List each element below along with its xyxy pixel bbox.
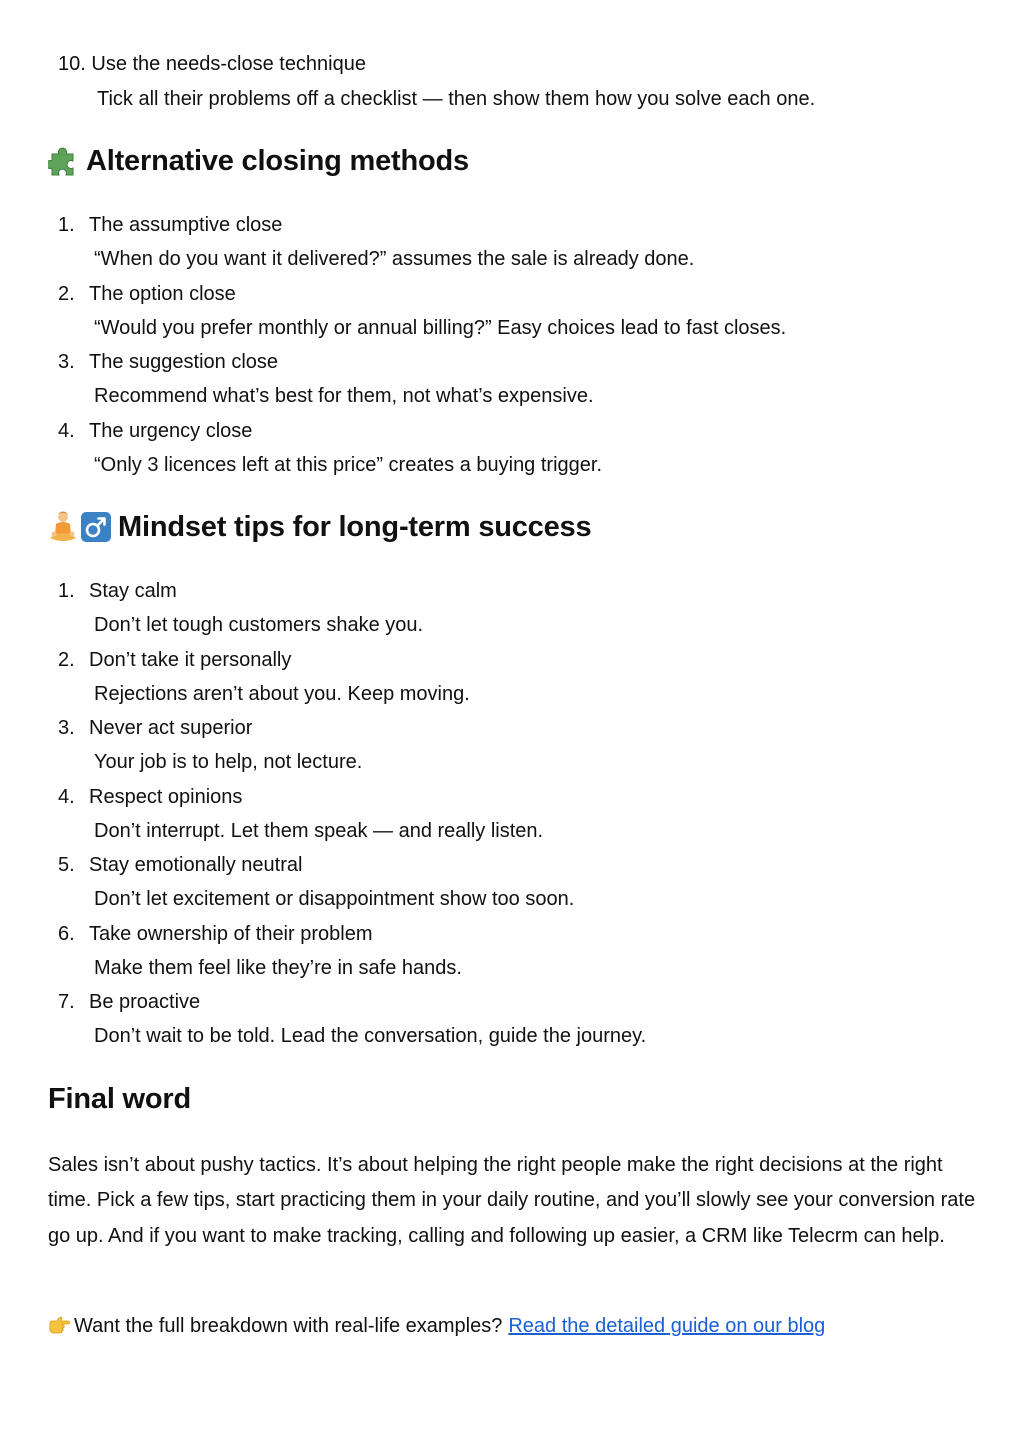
list-item-number: 6. [58, 922, 75, 945]
list-item-title: Never act superior [89, 717, 253, 739]
list-item-title: The urgency close [89, 419, 253, 442]
list-item [48, 716, 978, 785]
list-item-description: “Would you prefer monthly or annual billing?” Easy choices lead to fast closes. [94, 316, 787, 339]
list-item-title: Take ownership of their problem [89, 922, 373, 945]
call-to-action [48, 1312, 825, 1340]
meditating-person-icon [48, 510, 78, 544]
list-item [48, 282, 978, 351]
list-item-description: Recommend what’s best for them, not what’s expensive. [94, 385, 594, 407]
list-item-number: 1. [58, 580, 75, 602]
final-paragraph: Sales isn’t about pushy tactics. It’s about helping the right people make the right decisions at the right time. Pick a few tips, start practicing them in your daily routine, and you’ll slowly see your conversion rate go up. And if you want to make tracking, calling and following up easier, a CRM like Telecrm can help. [48, 1154, 976, 1247]
list-item-number: 2. [58, 282, 75, 305]
list-item-description: Don’t wait to be told. Lead the conversation, guide the journey. [94, 1025, 647, 1047]
list-item-title: The option close [89, 282, 236, 305]
list-item-number: 3. [58, 717, 75, 739]
list-item-number: 1. [58, 214, 75, 236]
list-item [48, 213, 978, 282]
mindset-tips-list [48, 579, 978, 1059]
list-item-title: The suggestion close [89, 351, 279, 373]
section-heading-text: Final word [48, 1083, 192, 1115]
puzzle-piece-icon [48, 145, 80, 177]
list-item [48, 922, 978, 991]
list-item-number: 7. [58, 991, 75, 1013]
list-item-number: 10. Use the needs-close technique [58, 53, 366, 75]
list-item [48, 990, 978, 1059]
cta-text: Want the full breakdown with real-life examples? [74, 1315, 503, 1337]
list-item-description: “When do you want it delivered?” assumes the sale is already done. [94, 248, 695, 270]
blog-guide-link[interactable]: Read the detailed guide on our blog [508, 1315, 826, 1337]
list-item-title: The assumptive close [89, 214, 283, 236]
section-heading-text: Mindset tips for long-term success [118, 511, 592, 543]
list-item-title: Respect opinions [89, 785, 243, 808]
list-item-description: Your job is to help, not lecture. [94, 751, 363, 773]
list-item-number: 4. [58, 785, 75, 808]
list-item-number: 5. [58, 854, 75, 876]
list-item [48, 419, 978, 488]
section-heading-final-word [48, 1081, 191, 1117]
list-item [48, 350, 978, 419]
list-item-number: 2. [58, 648, 75, 671]
list-item-title: Don’t take it personally [89, 648, 292, 671]
list-item [48, 579, 978, 648]
list-item-description: “Only 3 licences left at this price” creates a buying trigger. [94, 453, 603, 476]
list-item [48, 853, 978, 922]
list-item-description: Don’t let excitement or disappointment show too soon. [94, 888, 575, 910]
list-item-title: Use the needs-close technique [91, 53, 366, 75]
list-item-title: Stay calm [89, 580, 177, 602]
list-item-description: Tick all their problems off a checklist — then show them how you solve each one. [97, 88, 816, 110]
list-item-description: Rejections aren’t about you. Keep moving. [94, 682, 470, 705]
list-item [48, 648, 978, 717]
male-sign-icon [80, 511, 112, 543]
list-item [48, 785, 978, 854]
list-item-title: Be proactive [89, 991, 201, 1013]
list-item-description: Don’t let tough customers shake you. [94, 614, 424, 636]
list-item-number: 4. [58, 419, 75, 442]
section-heading-mindset-tips [48, 509, 591, 545]
alternative-closing-list [48, 213, 978, 487]
list-item-title: Stay emotionally neutral [89, 854, 303, 876]
pointing-hand-icon [48, 1316, 70, 1336]
list-item-description: Don’t interrupt. Let them speak — and really listen. [94, 819, 544, 842]
list-item-number: 3. [58, 351, 75, 373]
section-heading-text: Alternative closing methods [86, 145, 469, 177]
list-item-description: Make them feel like they’re in safe hands. [94, 956, 462, 979]
section-heading-alternative-closing [48, 143, 469, 179]
